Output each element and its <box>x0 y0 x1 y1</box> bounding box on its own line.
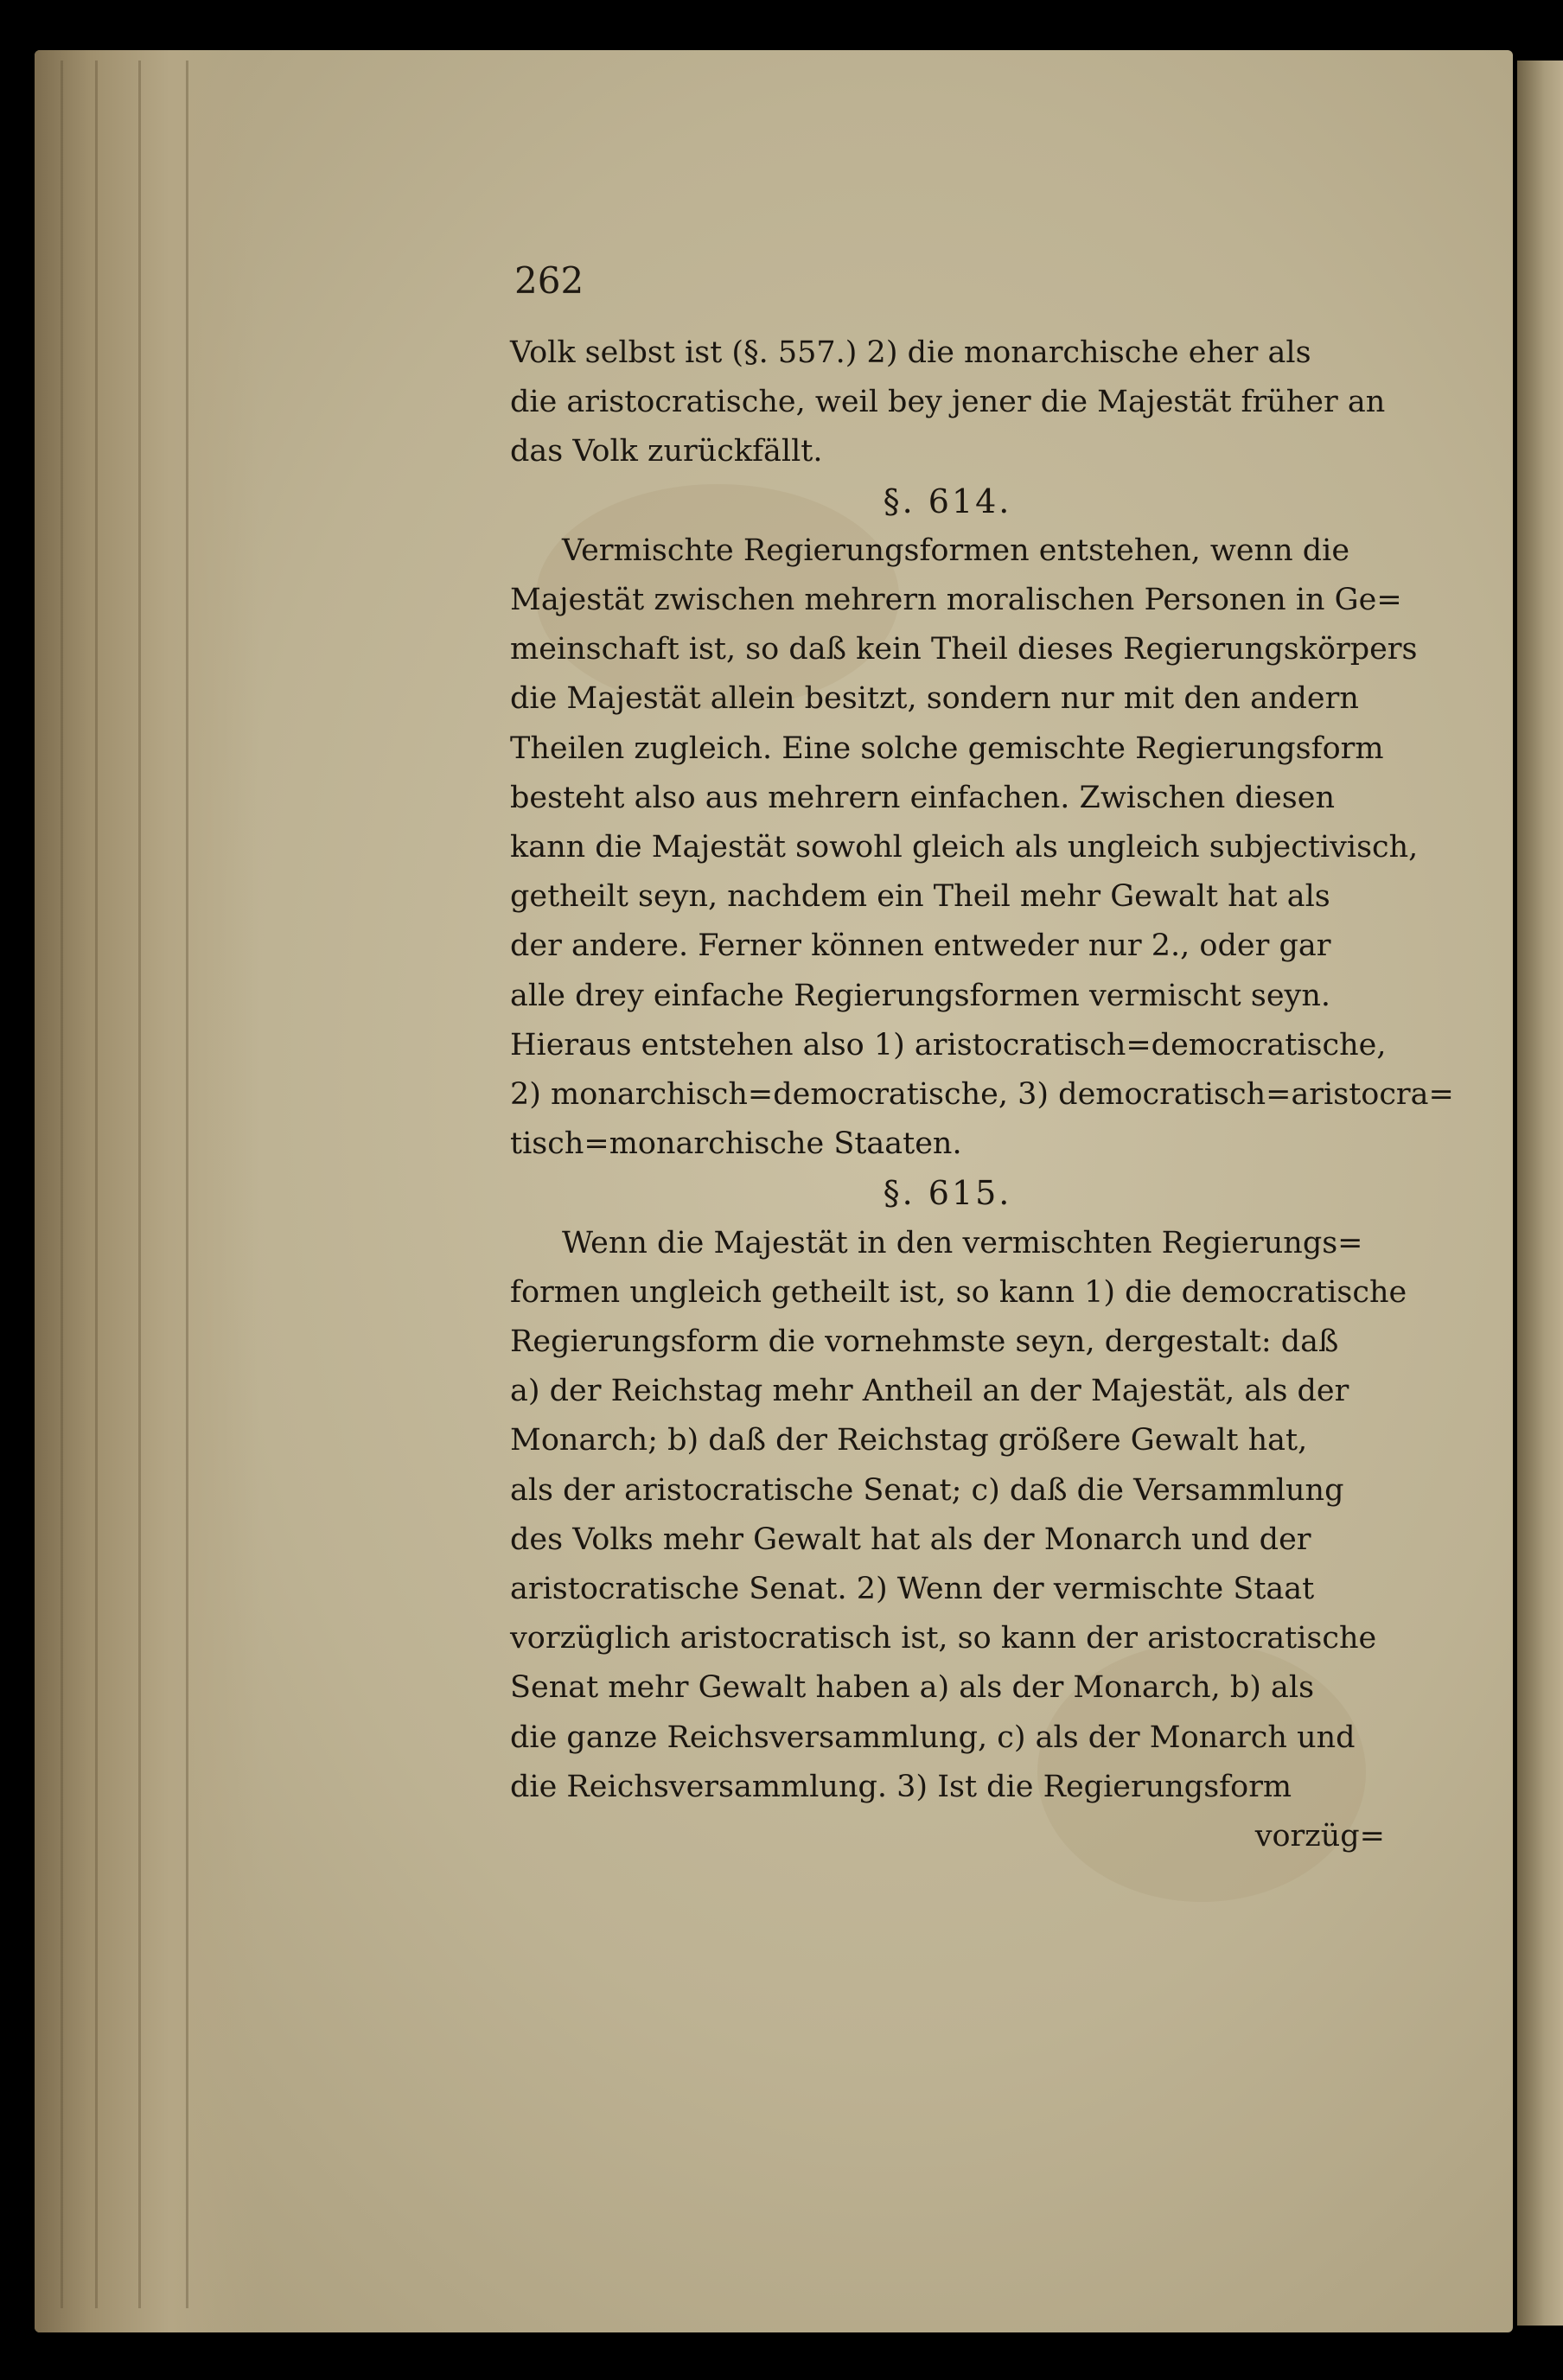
page-edge-line <box>95 61 98 2308</box>
page-edge-line <box>186 61 188 2308</box>
text-line: Theilen zugleich. Eine solche gemischte Regierungsform <box>510 731 1384 766</box>
page-edge-line <box>138 61 141 2308</box>
text-line: Vermischte Regierungsformen entstehen, wenn die <box>562 533 1350 568</box>
text-line: getheilt seyn, nachdem ein Theil mehr Gewalt hat als <box>510 879 1330 915</box>
text-line: besteht also aus mehrern einfachen. Zwischen diesen <box>510 780 1335 815</box>
text-line: tisch=monarchische Staaten. <box>510 1126 962 1162</box>
text-line: Senat mehr Gewalt haben a) als der Monarch, b) als <box>510 1670 1315 1706</box>
text-line: des Volks mehr Gewalt hat als der Monarch und der <box>510 1522 1311 1557</box>
text-line: Hieraus entstehen also 1) aristocratisch=democratische, <box>510 1027 1387 1062</box>
text-line: Volk selbst ist (§. 557.) 2) die monarchische eher als <box>510 335 1311 370</box>
page-edge-line <box>61 61 63 2308</box>
text-line: die Majestät allein besitzt, sondern nur mit den andern <box>510 681 1359 717</box>
section-615-paragraph <box>510 1219 1407 1862</box>
text-line: alle drey einfache Regierungsformen vermischt seyn. <box>510 978 1330 1013</box>
text-line: Regierungsform die vornehmste seyn, dergestalt: daß <box>510 1324 1339 1360</box>
facing-page-edge <box>1517 61 1563 2326</box>
text-line: der andere. Ferner können entweder nur 2., oder gar <box>510 928 1331 964</box>
text-line: die aristocratische, weil bey jener die Majestät früher an <box>510 385 1386 420</box>
text-line: als der aristocratische Senat; c) daß die Versammlung <box>510 1472 1344 1508</box>
section-614-paragraph <box>510 526 1454 1170</box>
text-line: Monarch; b) daß der Reichstag größere Gewalt hat, <box>510 1423 1308 1458</box>
text-line: vorzüglich aristocratisch ist, so kann der aristocratische <box>510 1621 1377 1656</box>
text-line: meinschaft ist, so daß kein Theil dieses Regierungskörpers <box>510 632 1418 667</box>
text-line: das Volk zurückfällt. <box>510 434 823 469</box>
text-line: Wenn die Majestät in den vermischten Regierungs= <box>562 1225 1363 1260</box>
page-number: 262 <box>514 259 584 302</box>
text-line: Majestät zwischen mehrern moralischen Personen in Ge= <box>510 583 1402 618</box>
intro-paragraph <box>510 329 1385 477</box>
section-heading-614: §. 614. <box>883 482 1012 520</box>
text-line: die Reichsversammlung. 3) Ist die Regierungsform <box>510 1769 1292 1804</box>
catchword: vorzüg= <box>1254 1819 1385 1854</box>
text-line: 2) monarchisch=democratische, 3) democratisch=aristocra= <box>510 1077 1454 1113</box>
text-line: aristocratische Senat. 2) Wenn der vermischte Staat <box>510 1572 1315 1607</box>
page-text <box>510 329 1454 1861</box>
section-heading-615: §. 615. <box>883 1174 1012 1213</box>
page-block-edge <box>35 50 259 2332</box>
text-line: kann die Majestät sowohl gleich als ungleich subjectivisch, <box>510 830 1419 865</box>
text-line: a) der Reichstag mehr Antheil an der Majestät, als der <box>510 1374 1349 1409</box>
text-line: formen ungleich getheilt ist, so kann 1) die democratische <box>510 1274 1407 1310</box>
text-line: die ganze Reichsversammlung, c) als der Monarch und <box>510 1720 1356 1755</box>
